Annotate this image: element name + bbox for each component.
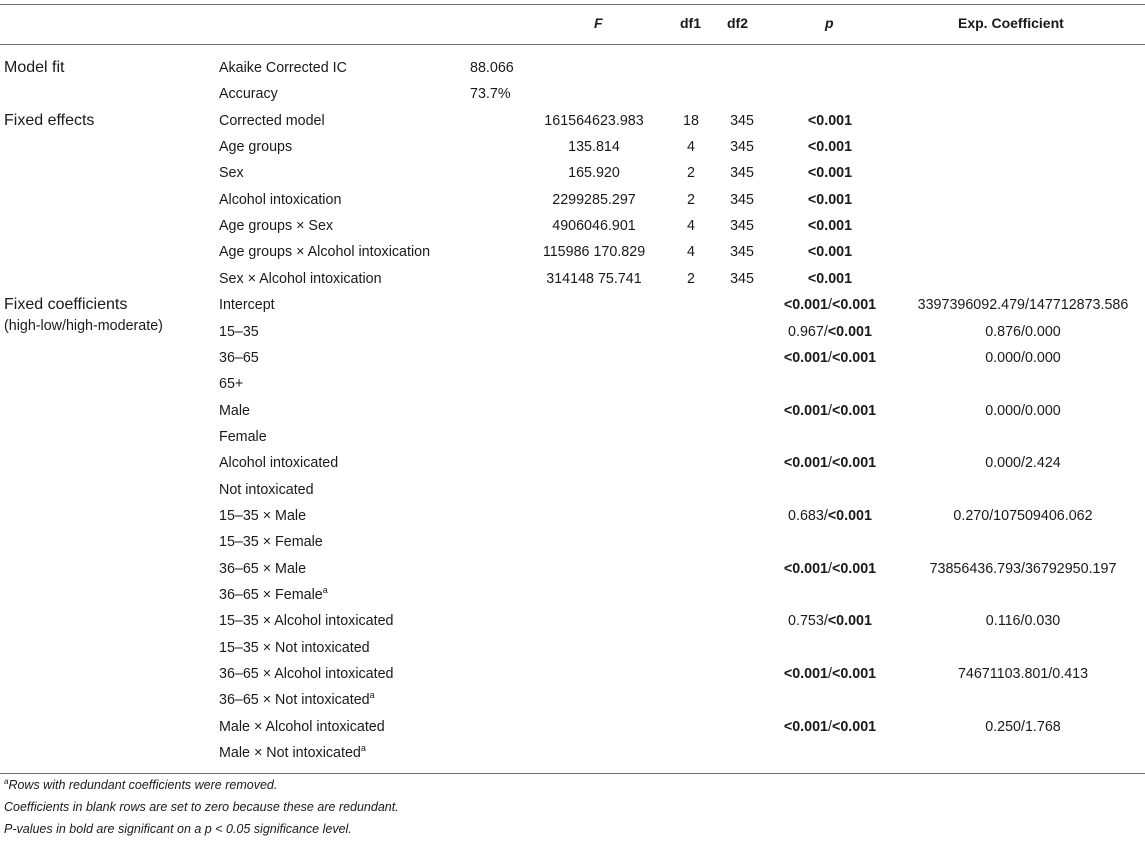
col-header-p: p bbox=[825, 15, 834, 31]
f-value: 2299285.297 bbox=[552, 191, 636, 208]
table-row bbox=[0, 292, 1145, 318]
p-value-part: <0.001 bbox=[807, 244, 853, 261]
df1-value: 18 bbox=[683, 112, 699, 129]
row-label bbox=[219, 160, 244, 186]
table-row bbox=[0, 55, 1145, 81]
table-row bbox=[0, 213, 1145, 239]
row-label-text: Male bbox=[219, 402, 250, 419]
df2-value: 345 bbox=[730, 218, 754, 235]
table-top-rule bbox=[0, 4, 1145, 5]
exp-coefficient-value: 3397396092.479/147712873.586 bbox=[917, 297, 1129, 314]
row-label-text: Alcohol intoxication bbox=[219, 191, 342, 208]
header-rule bbox=[0, 44, 1145, 45]
exp-coefficient-value: 73856436.793/36792950.197 bbox=[929, 560, 1117, 577]
row-label bbox=[219, 292, 275, 318]
row-label-text: 15–35 × Female bbox=[219, 534, 323, 551]
p-value-separator: / bbox=[828, 402, 832, 419]
f-value: 314148 75.741 bbox=[546, 270, 642, 287]
table-row bbox=[0, 187, 1145, 213]
p-value-part: <0.001 bbox=[831, 402, 877, 419]
table-row bbox=[0, 661, 1145, 687]
p-value-part: 0.967 bbox=[788, 323, 824, 340]
row-label bbox=[219, 134, 292, 160]
p-value-part: 0.683 bbox=[788, 507, 824, 524]
col-header-f: F bbox=[594, 15, 603, 31]
table-row bbox=[0, 398, 1145, 424]
exp-coefficient-value: 0.270/107509406.062 bbox=[953, 507, 1093, 524]
row-label bbox=[219, 714, 385, 740]
table-row bbox=[0, 424, 1145, 450]
row-label-text: Not intoxicated bbox=[219, 481, 314, 498]
p-value-part: <0.001 bbox=[783, 297, 828, 314]
row-label bbox=[219, 556, 306, 582]
row-label-text: 15–35 × Alcohol intoxicated bbox=[219, 613, 394, 630]
table-row bbox=[0, 266, 1145, 292]
footnote-a bbox=[4, 778, 277, 792]
p-value-part: <0.001 bbox=[827, 507, 872, 524]
footnote-redundant: Coefficients in blank rows are set to zero because these are redundant. bbox=[4, 800, 399, 814]
table-row bbox=[0, 714, 1145, 740]
row-label-text: Male × Not intoxicated bbox=[219, 745, 361, 762]
row-label bbox=[219, 529, 323, 555]
model-fit-value: 88.066 bbox=[470, 60, 514, 76]
p-value-part: <0.001 bbox=[807, 191, 853, 208]
df2-value: 345 bbox=[730, 270, 754, 287]
row-label-text: Akaike Corrected IC bbox=[219, 60, 347, 76]
row-label bbox=[219, 55, 347, 81]
row-label-text: Age groups × Sex bbox=[219, 218, 334, 235]
p-value-separator: / bbox=[828, 718, 832, 735]
df1-value: 4 bbox=[687, 139, 695, 156]
section-fixed-coefficients-sub: (high-low/high-moderate) bbox=[4, 318, 163, 334]
row-label-text: Corrected model bbox=[219, 112, 325, 129]
p-value-part: <0.001 bbox=[783, 560, 828, 577]
p-value-part: <0.001 bbox=[827, 323, 872, 340]
p-value-part: <0.001 bbox=[783, 666, 828, 683]
p-value bbox=[770, 661, 890, 687]
p-value-separator: / bbox=[823, 323, 828, 340]
p-value-separator: / bbox=[828, 455, 832, 472]
footnote-a-marker: a bbox=[4, 776, 9, 786]
table-row bbox=[0, 582, 1145, 608]
p-value-separator: / bbox=[823, 507, 828, 524]
df1-value: 2 bbox=[687, 165, 695, 182]
row-label bbox=[219, 740, 366, 766]
row-label bbox=[219, 608, 393, 634]
p-value bbox=[770, 503, 890, 529]
row-label-text: 36–65 × Not intoxicated bbox=[219, 692, 370, 709]
table-row bbox=[0, 450, 1145, 476]
row-label bbox=[219, 187, 341, 213]
p-value bbox=[770, 345, 890, 371]
table-row bbox=[0, 239, 1145, 265]
footnote-marker: a bbox=[360, 743, 366, 754]
exp-coefficient-value: 74671103.801/0.413 bbox=[957, 666, 1089, 683]
p-value bbox=[770, 608, 890, 634]
row-label-text: 15–35 × Not intoxicated bbox=[219, 639, 370, 656]
row-label-text: Female bbox=[219, 428, 267, 445]
exp-coefficient-value: 0.000/0.000 bbox=[985, 402, 1061, 419]
section-fixed-coefficients: Fixed coefficients bbox=[4, 296, 128, 313]
table-row bbox=[0, 503, 1145, 529]
df1-value: 2 bbox=[687, 270, 695, 287]
p-value-part: 0.753 bbox=[788, 613, 824, 630]
p-value bbox=[770, 266, 890, 292]
row-label bbox=[219, 81, 278, 107]
p-value-part: <0.001 bbox=[807, 112, 853, 129]
p-value bbox=[770, 398, 890, 424]
df2-value: 345 bbox=[730, 244, 754, 261]
row-label-text: Intercept bbox=[219, 297, 275, 314]
df1-value: 4 bbox=[687, 218, 695, 235]
p-value-separator: / bbox=[823, 613, 828, 630]
footnote-marker: a bbox=[369, 690, 375, 701]
df2-value: 345 bbox=[730, 191, 754, 208]
p-value-part: <0.001 bbox=[807, 165, 853, 182]
df1-value: 2 bbox=[687, 191, 695, 208]
table-bottom-rule bbox=[0, 773, 1145, 774]
p-value-part: <0.001 bbox=[831, 560, 877, 577]
p-value bbox=[770, 160, 890, 186]
p-value-part: <0.001 bbox=[807, 139, 853, 156]
p-value-part: <0.001 bbox=[831, 297, 877, 314]
p-value-part: <0.001 bbox=[783, 455, 828, 472]
p-value-part: <0.001 bbox=[831, 718, 877, 735]
p-value bbox=[770, 714, 890, 740]
row-label-text: Age groups × Alcohol intoxication bbox=[219, 244, 431, 261]
p-value-part: <0.001 bbox=[827, 613, 872, 630]
row-label bbox=[219, 398, 250, 424]
p-value-part: <0.001 bbox=[831, 455, 877, 472]
exp-coefficient-value: 0.116/0.030 bbox=[985, 613, 1061, 630]
row-label-text: 15–35 bbox=[219, 323, 259, 340]
p-value-part: <0.001 bbox=[807, 218, 853, 235]
f-value: 4906046.901 bbox=[552, 218, 636, 235]
row-label bbox=[219, 371, 243, 397]
row-label-text: 36–65 × Female bbox=[219, 587, 323, 603]
col-header-df2: df2 bbox=[727, 15, 748, 31]
table-row bbox=[0, 529, 1145, 555]
table-row bbox=[0, 687, 1145, 713]
row-label-text: Sex bbox=[219, 165, 244, 182]
row-label bbox=[219, 319, 259, 345]
df2-value: 345 bbox=[730, 112, 754, 129]
table-row bbox=[0, 319, 1145, 345]
col-header-df1: df1 bbox=[680, 15, 701, 31]
table-row bbox=[0, 345, 1145, 371]
p-value-separator: / bbox=[828, 560, 832, 577]
p-value-part: <0.001 bbox=[831, 666, 877, 683]
p-value bbox=[770, 556, 890, 582]
row-label bbox=[219, 239, 430, 265]
section-model-fit: Model fit bbox=[4, 59, 65, 76]
p-value-part: <0.001 bbox=[807, 270, 853, 287]
row-label bbox=[219, 477, 314, 503]
row-label bbox=[219, 635, 370, 661]
row-label-text: 36–65 × Male bbox=[219, 560, 307, 577]
row-label-text: 65+ bbox=[219, 376, 244, 393]
p-value bbox=[770, 239, 890, 265]
f-value: 115986 170.829 bbox=[542, 244, 646, 261]
row-label bbox=[219, 345, 259, 371]
row-label bbox=[219, 582, 328, 608]
table-row bbox=[0, 556, 1145, 582]
exp-coefficient-value: 0.000/0.000 bbox=[985, 349, 1061, 366]
row-label bbox=[219, 108, 325, 134]
table-row bbox=[0, 371, 1145, 397]
row-label-text: Accuracy bbox=[219, 86, 278, 103]
table-row bbox=[0, 108, 1145, 134]
p-value bbox=[770, 187, 890, 213]
row-label bbox=[219, 213, 333, 239]
p-value-part: <0.001 bbox=[783, 718, 828, 735]
section-fixed-effects: Fixed effects bbox=[4, 112, 95, 129]
row-label bbox=[219, 450, 338, 476]
df2-value: 345 bbox=[730, 139, 754, 156]
table-row bbox=[0, 635, 1145, 661]
df2-value: 345 bbox=[730, 165, 754, 182]
footnote-marker: a bbox=[322, 585, 328, 596]
col-header-exp-coefficient: Exp. Coefficient bbox=[958, 15, 1064, 31]
table-row bbox=[0, 160, 1145, 186]
row-label-text: Male × Alcohol intoxicated bbox=[219, 718, 385, 735]
table-row bbox=[0, 608, 1145, 634]
p-value bbox=[770, 319, 890, 345]
p-value bbox=[770, 108, 890, 134]
p-value bbox=[770, 134, 890, 160]
footnote-significance: P-values in bold are significant on a p < 0.05 significance level. bbox=[4, 822, 352, 836]
row-label bbox=[219, 266, 382, 292]
p-value-part: <0.001 bbox=[783, 349, 828, 366]
p-value-separator: / bbox=[828, 297, 832, 314]
row-label-text: Alcohol intoxicated bbox=[219, 455, 339, 472]
f-value: 135.814 bbox=[568, 139, 620, 156]
table-row bbox=[0, 477, 1145, 503]
p-value bbox=[770, 450, 890, 476]
p-value-separator: / bbox=[828, 349, 832, 366]
row-label-text: 15–35 × Male bbox=[219, 507, 307, 524]
row-label bbox=[219, 661, 393, 687]
table-row bbox=[0, 134, 1145, 160]
exp-coefficient-value: 0.876/0.000 bbox=[985, 323, 1061, 340]
p-value-part: <0.001 bbox=[783, 402, 828, 419]
exp-coefficient-value: 0.000/2.424 bbox=[985, 455, 1061, 472]
f-value: 165.920 bbox=[568, 165, 620, 182]
row-label bbox=[219, 687, 375, 713]
row-label-text: Sex × Alcohol intoxication bbox=[219, 270, 382, 287]
row-label bbox=[219, 503, 306, 529]
exp-coefficient-value: 0.250/1.768 bbox=[985, 718, 1061, 735]
footnote-a-text: Rows with redundant coefficients were removed. bbox=[8, 778, 278, 792]
p-value bbox=[770, 292, 890, 318]
row-label-text: Age groups bbox=[219, 139, 293, 156]
p-value bbox=[770, 213, 890, 239]
model-fit-value: 73.7% bbox=[470, 86, 511, 103]
table-row bbox=[0, 81, 1145, 107]
f-value: 161564623.983 bbox=[544, 112, 644, 129]
p-value-separator: / bbox=[828, 666, 832, 683]
df1-value: 4 bbox=[687, 244, 695, 261]
row-label-text: 36–65 × Alcohol intoxicated bbox=[219, 666, 394, 683]
table-row bbox=[0, 740, 1145, 766]
row-label bbox=[219, 424, 267, 450]
row-label-text: 36–65 bbox=[219, 349, 259, 366]
p-value-part: <0.001 bbox=[831, 349, 877, 366]
